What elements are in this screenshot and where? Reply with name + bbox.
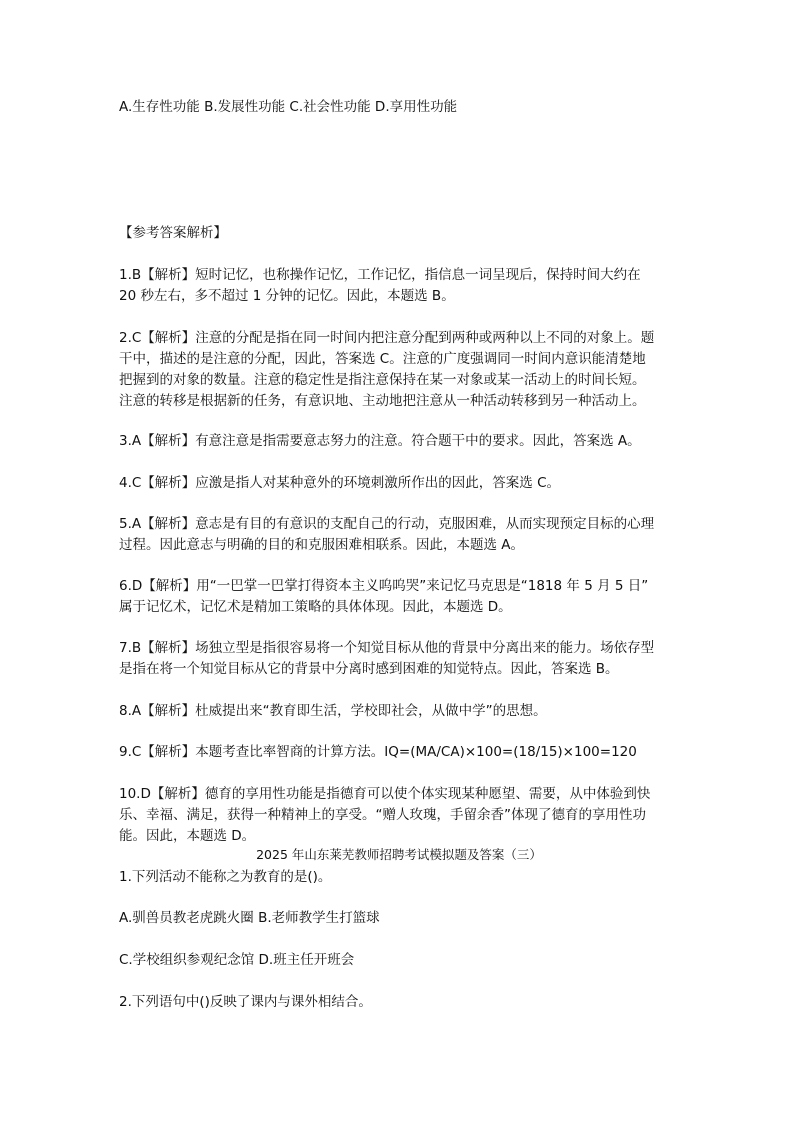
answer-line: 10.D【解析】德育的享用性功能是指德育可以使个体实现某种愿望、需要，从中体验到快: [119, 786, 651, 802]
answer-line: 能。因此，本题选 D。: [119, 828, 256, 844]
answer-4: [119, 473, 679, 494]
answer-line: 5.A【解析】意志是有目的有意识的支配自己的行动，克服困难，从而实现预定目标的心理: [119, 516, 655, 532]
answer-1: [119, 265, 679, 307]
answer-line: 6.D【解析】用“一巴掌一巴掌打得资本主义呜呜哭”来记忆马克思是“1818 年 5 月 5 日”: [119, 578, 649, 594]
options-line: A.生存性功能 B.发展性功能 C.社会性功能 D.享用性功能: [119, 99, 458, 115]
answer-line: 注意的转移是根据新的任务，有意识地、主动地把注意从一种活动转移到另一种活动上。: [119, 393, 646, 409]
answer-line: 属于记忆术，记忆术是精加工策略的具体体现。因此，本题选 D。: [119, 599, 512, 615]
answer-line: 是指在将一个知觉目标从它的背景中分离时感到困难的知觉特点。因此，答案选 B。: [119, 661, 619, 677]
question-1-options-cd: C.学校组织参观纪念馆 D.班主任开班会: [119, 952, 355, 968]
answer-line: 2.C【解析】注意的分配是指在同一时间内把注意分配到两种或两种以上不同的对象上。题: [119, 330, 655, 346]
answer-2: [119, 328, 679, 412]
answer-line: 过程。因此意志与明确的目的和克服困难相联系。因此，本题选 A。: [119, 537, 525, 553]
answer-9: [119, 742, 679, 763]
answer-5: [119, 514, 679, 556]
answer-line: 乐、幸福、满足，获得一种精神上的享受。“赠人玫瑰，手留余香”体现了德育的享用性功: [119, 807, 646, 823]
answer-line: 20 秒左右，多不超过 1 分钟的记忆。因此，本题选 B。: [119, 288, 455, 304]
answer-line: 干中，描述的是注意的分配，因此，答案选 C。注意的广度强调同一时间内意识能清楚地: [119, 351, 646, 367]
answer-3: [119, 431, 679, 452]
answer-7: [119, 638, 679, 680]
answer-line: 1.B【解析】短时记忆，也称操作记忆，工作记忆，指信息一词呈现后，保持时间大约在: [119, 267, 641, 283]
document-title: 2025 年山东莱芜教师招聘考试模拟题及答案（三）: [256, 847, 542, 862]
answer-line: 3.A【解析】有意注意是指需要意志努力的注意。符合题干中的要求。因此，答案选 A。: [119, 433, 641, 449]
question-1: 1.下列活动不能称之为教育的是()。: [119, 869, 332, 885]
answer-line: 9.C【解析】本题考查比率智商的计算方法。IQ=(MA/CA)×100=(18/15)×100=120: [119, 744, 637, 760]
answer-10: [119, 784, 679, 847]
answer-line: 4.C【解析】应激是指人对某种意外的环境刺激所作出的因此，答案选 C。: [119, 475, 561, 491]
question-2: 2.下列语句中()反映了课内与课外相结合。: [119, 994, 372, 1010]
section-heading: 【参考答案解析】: [119, 225, 227, 241]
answer-line: 把握到的对象的数量。注意的稳定性是指注意保持在某一对象或某一活动上的时间长短。: [119, 372, 646, 388]
question-1-options-ab: A.驯兽员教老虎跳火圈 B.老师教学生打篮球: [119, 910, 380, 926]
answer-8: [119, 701, 679, 722]
answer-line: 8.A【解析】杜威提出来“教育即生活，学校即社会，从做中学”的思想。: [119, 703, 547, 719]
answer-line: 7.B【解析】场独立型是指很容易将一个知觉目标从他的背景中分离出来的能力。场依存型: [119, 640, 655, 656]
answer-6: [119, 576, 679, 618]
